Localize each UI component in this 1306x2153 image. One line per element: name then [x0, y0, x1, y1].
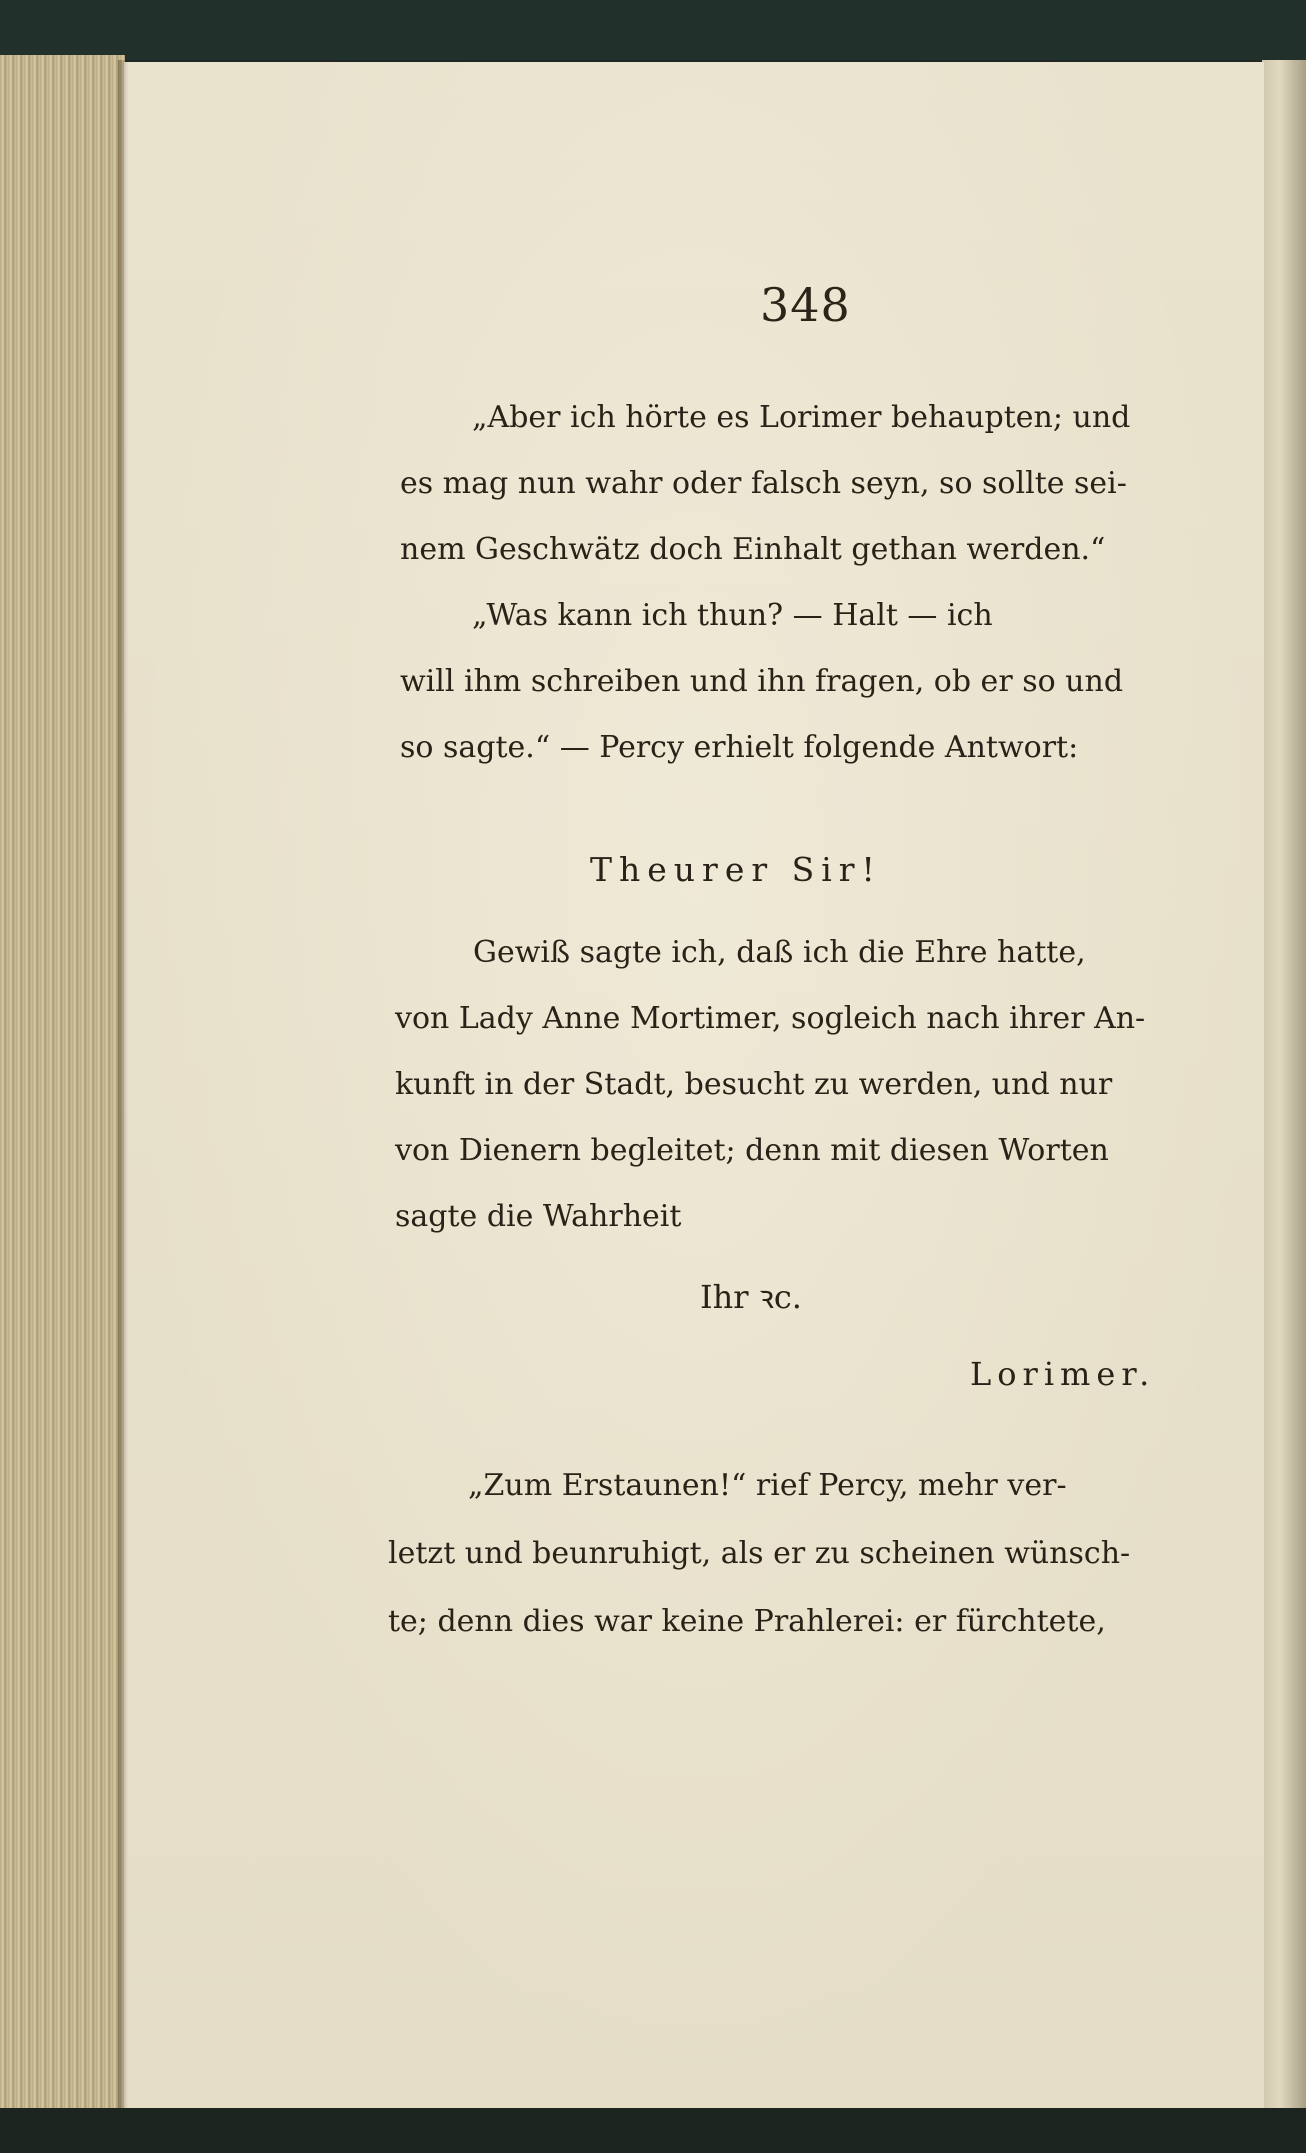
gutter-shadow [118, 60, 128, 2110]
text-line: nem Geschwätz doch Einhalt gethan werden.“ [400, 532, 1106, 567]
text-line: te; denn dies war keine Prahlerei: er fürchtete, [388, 1604, 1106, 1639]
text-line: „Zum Erstaunen!“ rief Percy, mehr ver- [468, 1468, 1067, 1503]
text-line: letzt und beunruhigt, als er zu scheinen wünsch- [388, 1536, 1131, 1571]
text-line: so sagte.“ — Percy erhielt folgende Antwort: [400, 730, 1079, 765]
paragraph-3 [388, 1468, 1198, 1658]
text-line: Gewiß sagte ich, daß ich die Ehre hatte, [473, 935, 1086, 970]
text-line: „Aber ich hörte es Lorimer behaupten; und [472, 400, 1131, 435]
text-line: sagte die Wahrheit [395, 1199, 682, 1234]
book-page-edges [0, 55, 125, 2115]
paragraph-2 [400, 598, 1190, 788]
letter-salutation: Theurer Sir! [590, 850, 882, 889]
text-line: von Dienern begleitet; denn mit diesen Worten [395, 1133, 1109, 1168]
backdrop-bottom [0, 2108, 1306, 2153]
text-line: „Was kann ich thun? — Halt — ich [472, 598, 993, 633]
letter-body [395, 935, 1195, 1235]
text-line: von Lady Anne Mortimer, sogleich nach ihrer An- [395, 1001, 1146, 1036]
paragraph-1 [400, 400, 1190, 590]
page-number: 348 [760, 278, 851, 332]
text-line: es mag nun wahr oder falsch seyn, so sollte sei- [400, 466, 1127, 501]
text-line: will ihm schreiben und ihn fragen, ob er so und [400, 664, 1124, 699]
book-right-edge [1262, 60, 1306, 2120]
letter-signature: Lorimer. [970, 1355, 1156, 1393]
text-line: kunft in der Stadt, besucht zu werden, und nur [395, 1067, 1113, 1102]
backdrop-top [0, 0, 1306, 60]
letter-closing: Ihr ꝛc. [700, 1278, 802, 1316]
